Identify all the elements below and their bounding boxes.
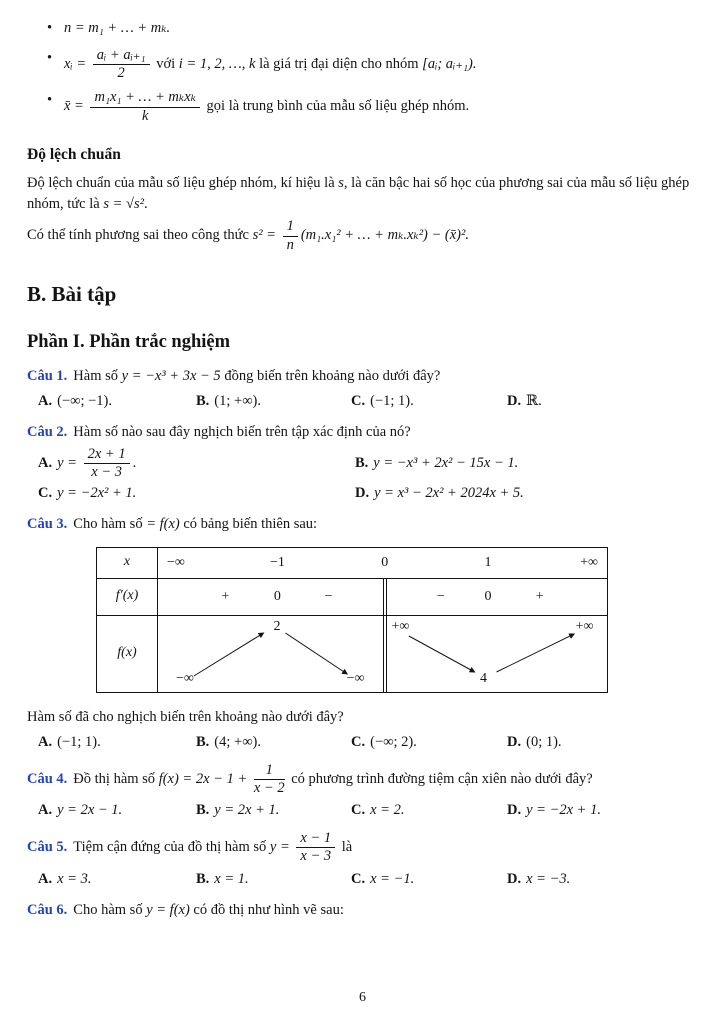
q4-option-d: D. y = −2x + 1. [507, 802, 601, 819]
q1-function: y = −x³ + 3x − 5 [121, 368, 221, 385]
sign-minus-1: − [324, 588, 333, 604]
sign-zero-1: 0 [273, 588, 281, 604]
vtable-f-values [158, 616, 607, 692]
var-s: s [338, 175, 344, 192]
part1-heading: Phần I. Phần trắc nghiệm [27, 332, 231, 353]
vtable-x-values [158, 548, 607, 578]
question-5: Câu 5. Tiệm cận đứng của đồ thị hàm số y = $\frac{x - 1}{x - 3}$ là [27, 830, 353, 865]
q2-option-c: C. y = −2x² + 1. [38, 484, 137, 501]
q3-sub-question: Hàm số đã cho nghịch biến trên khoảng nào dưới đây? [27, 708, 344, 725]
bullet-n-formula [47, 18, 698, 39]
question-6: Câu 6. Cho hàm số y = f(x) có đồ thị như hình vẽ sau: [27, 901, 344, 918]
question-1: Câu 1. Hàm số y = −x³ + 3x − 5 đồng biến trên khoảng nào dưới đây? [27, 368, 441, 385]
bullet-xi-text1: với [152, 56, 179, 73]
q2-options [38, 447, 698, 503]
sign-zero-2: 0 [484, 588, 492, 604]
f-pos-inf-mid: +∞ [391, 618, 410, 634]
bullet-xi-text2: là giá trị đại diện cho nhóm [255, 56, 423, 73]
fraction-xbar: $\frac{\text{m₁x₁ + … + mₖxₖ}}{k}$ [90, 90, 199, 123]
q5-fraction: $\frac{x - 1}{x - 3}$ [296, 831, 335, 864]
bullet-xbar-text: gọi là trung bình của mẫu số liệu ghép nhóm. [202, 98, 470, 115]
vtable-row-x [97, 548, 607, 578]
fraction-1-over-n: $\frac{1}{n}$ [283, 219, 298, 252]
q5-option-c: C. x = −1. [351, 870, 415, 887]
bullet-xbar-formula [47, 90, 698, 123]
q4-option-c: C. x = 2. [351, 802, 405, 819]
formula-n: n = m₁ + … + mₖ. [64, 20, 171, 36]
x-value-0: 0 [381, 554, 389, 570]
q2-option-a: A. y = $\frac{2x + 1}{x - 3}$ . [38, 446, 137, 481]
vtable-f-label: f(x) [97, 616, 158, 692]
q4-option-a: A. y = 2x − 1. [38, 802, 123, 819]
vtable-row-fprime [97, 578, 607, 615]
q1-option-a: A. (−∞; −1). [38, 393, 112, 410]
formula-bullet-list [47, 18, 698, 124]
q4-function: f(x) = 2x − 1 + [158, 770, 251, 787]
question-3: Câu 3. Cho hàm số = f(x) có bảng biến thiên sau: [27, 515, 318, 532]
question-4: Câu 4. Đồ thị hàm số f(x) = 2x − 1 + $\frac{1}{x - 2}$ có phương trình đường tiệm cận xiên nào dưới đây? [27, 761, 593, 796]
f-pos-inf-right: +∞ [575, 618, 594, 634]
vtable-row-f [97, 615, 607, 692]
q3-option-d: D. (0; 1). [507, 733, 562, 750]
sign-minus-2: − [436, 588, 445, 604]
question-5-label: Câu 5. [27, 839, 68, 856]
question-3-label: Câu 3. [27, 515, 68, 532]
formula-i-range: i = 1, 2, …, k [178, 56, 256, 73]
bullet-xi-formula [47, 48, 698, 81]
x-value-1: 1 [484, 554, 492, 570]
sign-plus-1: + [221, 588, 230, 604]
q1-option-d: D. ℝ. [507, 393, 542, 410]
f-min-value: 4 [480, 671, 488, 687]
question-4-label: Câu 4. [27, 770, 68, 787]
q5-options [38, 869, 698, 890]
q5-option-a: A. x = 3. [38, 870, 92, 887]
q6-function: y = f(x) [146, 901, 190, 918]
stddev-paragraph-1: Độ lệch chuẩn của mẫu số liệu ghép nhóm, kí hiệu là s, là căn bậc hai số học của phương sai của mẫu số liệu ghép nhóm, tức là s = √s². [27, 175, 690, 213]
f-neg-inf-left: −∞ [175, 671, 194, 687]
double-bar [383, 616, 387, 692]
question-1-label: Câu 1. [27, 368, 68, 385]
vtable-x-label: x [97, 548, 158, 578]
stddev-paragraph-2: Có thể tính phương sai theo công thức s² = $\frac{1}{n}$ (m₁.x₁² + … + mₖ.xₖ²) − (x̄)². [27, 218, 469, 253]
page-number: 6 [359, 989, 366, 1005]
q3-option-c: C. (−∞; 2). [351, 733, 417, 750]
x-value-neg1: −1 [269, 554, 285, 570]
formula-sqrt: s = √s² [103, 196, 144, 213]
q4-option-b: B. y = 2x + 1. [196, 802, 280, 819]
q2-option-d: D. y = x³ − 2x² + 2024x + 5. [355, 484, 524, 501]
q5-function: y = [269, 839, 294, 856]
q1-option-b: B. (1; +∞). [196, 393, 261, 410]
formula-xi-pre: xᵢ = [64, 56, 90, 73]
variation-table [96, 547, 608, 693]
q3-option-a: A. (−1; 1). [38, 733, 101, 750]
q2-option-b: B. y = −x³ + 2x² − 15x − 1. [355, 455, 519, 472]
q1-options [38, 391, 698, 412]
vtable-fprime-label: f′(x) [97, 579, 158, 615]
q4-fraction: $\frac{1}{x - 2}$ [253, 761, 285, 796]
q3-option-b: B. (4; +∞). [196, 733, 261, 750]
question-2: Câu 2. Hàm số nào sau đây nghịch biến trên tập xác định của nó? [27, 424, 411, 441]
formula-s2-pre: s² = [252, 227, 280, 244]
question-6-label: Câu 6. [27, 901, 68, 918]
q3-options [38, 732, 698, 753]
fraction-xi: $\frac{\text{aᵢ + aᵢ₊₁}}{2}$ [93, 48, 150, 81]
q5-option-d: D. x = −3. [507, 870, 571, 887]
sign-plus-2: + [535, 588, 544, 604]
f-neg-inf-mid: −∞ [346, 671, 365, 687]
vtable-fprime-signs [158, 579, 607, 615]
f-max-value: 2 [273, 618, 281, 634]
formula-interval: [aᵢ; aᵢ₊₁). [422, 56, 477, 73]
formula-s2-post: (m₁.x₁² + … + mₖ.xₖ²) − (x̄)². [300, 227, 469, 244]
stddev-heading: Độ lệch chuẩn [27, 145, 121, 163]
x-value-pos-inf: +∞ [580, 554, 598, 570]
section-b-heading: B. Bài tập [27, 281, 117, 306]
double-bar [383, 579, 387, 615]
x-value-neg-inf: −∞ [167, 554, 185, 570]
q5-option-b: B. x = 1. [196, 870, 249, 887]
q4-options [38, 800, 698, 821]
q1-option-c: C. (−1; 1). [351, 393, 414, 410]
question-2-label: Câu 2. [27, 424, 68, 441]
q3-function: = f(x) [146, 515, 180, 532]
formula-xbar-pre: x̄ = [64, 98, 88, 115]
q2a-fraction: $\frac{2x + 1}{x - 3}$ [84, 447, 130, 480]
